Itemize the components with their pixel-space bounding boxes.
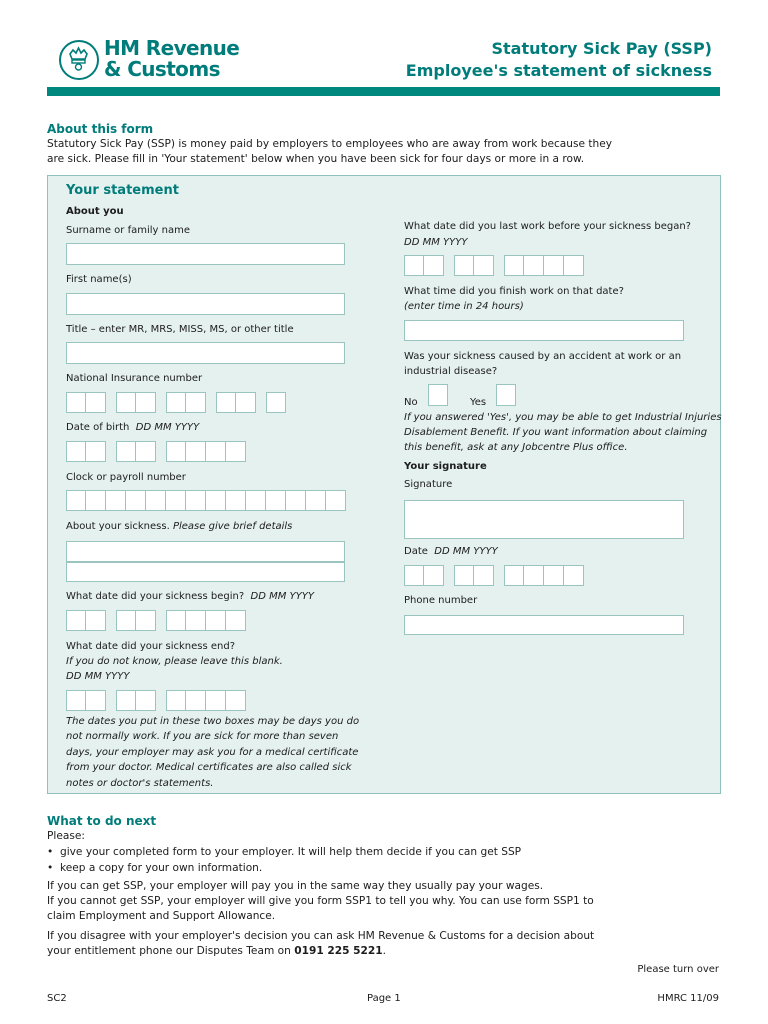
- header-rule: [47, 87, 720, 96]
- title-field[interactable]: [66, 342, 345, 364]
- surname-label: Surname or family name: [66, 225, 190, 236]
- next-para-2b: claim Employment and Support Allowance.: [47, 910, 276, 922]
- iib-note-2: Disablement Benefit. If you want information about claiming: [404, 427, 708, 438]
- finish-time-label: What time did you finish work on that date?: [404, 286, 624, 297]
- sickness-end-field[interactable]: [66, 690, 256, 711]
- phone-field[interactable]: [404, 615, 684, 635]
- dates-note-1: The dates you put in these two boxes may be days you do: [66, 716, 360, 727]
- ni-number-label: National Insurance number: [66, 373, 203, 384]
- next-please: Please:: [47, 830, 85, 842]
- sickness-end-format: DD MM YYYY: [66, 671, 130, 682]
- form-title: Statutory Sick Pay (SSP): [491, 39, 712, 58]
- dates-note-4: from your doctor. Medical certificates are also called sick: [66, 762, 352, 773]
- sickness-begin-hint: DD MM YYYY: [250, 591, 314, 602]
- signature-date-field[interactable]: [404, 565, 594, 586]
- dob-field[interactable]: [66, 441, 256, 462]
- page-number: Page 1: [367, 993, 401, 1004]
- dob-label: Date of birth DD MM YYYY: [66, 422, 200, 433]
- iib-note-3: this benefit, ask at any Jobcentre Plus office.: [404, 442, 628, 453]
- sickness-details-field-1[interactable]: [66, 541, 345, 562]
- finish-time-hint: (enter time in 24 hours): [404, 301, 524, 312]
- next-para-3b: your entitlement phone our Disputes Team on 0191 225 5221.: [47, 945, 387, 957]
- first-names-label: First name(s): [66, 274, 132, 285]
- last-work-date-field[interactable]: [404, 255, 594, 276]
- sickness-details-field-2[interactable]: [66, 562, 345, 582]
- accident-no-checkbox[interactable]: [428, 384, 448, 406]
- next-bullet-2: • keep a copy for your own information.: [47, 862, 263, 874]
- disputes-phone-number: 0191 225 5221: [294, 945, 383, 957]
- about-text-1: Statutory Sick Pay (SSP) is money paid by employers to employees who are away from work because they: [47, 138, 613, 150]
- about-text-2: are sick. Please fill in 'Your statement' below when you have been sick for four days or more in a row.: [47, 153, 585, 165]
- statement-heading: Your statement: [66, 183, 179, 198]
- sickness-details-label: About your sickness. Please give brief details: [66, 521, 293, 532]
- accident-yes-checkbox[interactable]: [496, 384, 516, 406]
- bullet-icon: •: [47, 846, 54, 858]
- sickness-begin-field[interactable]: [66, 610, 256, 631]
- accident-no-label: No: [404, 397, 418, 408]
- accident-yes-label: Yes: [470, 397, 487, 408]
- last-work-label: What date did you last work before your sickness began?: [404, 221, 691, 232]
- sickness-details-hint: Please give brief details: [172, 521, 293, 532]
- payroll-field[interactable]: [66, 490, 346, 511]
- iib-note-1: If you answered 'Yes', you may be able to get Industrial Injuries: [404, 412, 722, 423]
- finish-time-field[interactable]: [404, 320, 684, 341]
- dates-note-2: not normally work. If you are sick for more than seven: [66, 731, 339, 742]
- accident-label-2: industrial disease?: [404, 366, 498, 377]
- surname-field[interactable]: [66, 243, 345, 265]
- next-para-2a: If you cannot get SSP, your employer will give you form SSP1 to tell you why. You can use form SSP1 to: [47, 895, 594, 907]
- about-you-heading: About you: [66, 206, 124, 217]
- payroll-label: Clock or payroll number: [66, 472, 186, 483]
- logo-line-2: & Customs: [104, 57, 220, 81]
- dates-note-3: days, your employer may ask you for a medical certificate: [66, 747, 359, 758]
- form-subtitle: Employee's statement of sickness: [405, 61, 712, 80]
- about-heading: About this form: [47, 122, 154, 136]
- sickness-begin-label: What date did your sickness begin? DD MM YYYY: [66, 591, 314, 602]
- title-label: Title – enter MR, MRS, MISS, MS, or other title: [66, 324, 294, 335]
- signature-label: Signature: [404, 479, 453, 490]
- first-names-field[interactable]: [66, 293, 345, 315]
- sickness-end-label: What date did your sickness end?: [66, 641, 236, 652]
- bullet-icon: •: [47, 862, 54, 874]
- your-signature-heading: Your signature: [404, 461, 487, 472]
- accident-label-1: Was your sickness caused by an accident at work or an: [404, 351, 682, 362]
- ni-number-field[interactable]: [66, 392, 296, 413]
- signature-date-label: Date DD MM YYYY: [404, 546, 498, 557]
- signature-date-hint: DD MM YYYY: [434, 546, 498, 557]
- sickness-end-hint: If you do not know, please leave this blank.: [66, 656, 283, 667]
- next-para-1: If you can get SSP, your employer will pay you in the same way they usually pay your wages.: [47, 880, 544, 892]
- dates-note-5: notes or doctor's statements.: [66, 778, 214, 789]
- form-code: SC2: [47, 993, 67, 1004]
- next-heading: What to do next: [47, 814, 157, 828]
- dob-hint: DD MM YYYY: [135, 422, 200, 433]
- please-turn-over: Please turn over: [637, 964, 719, 975]
- last-work-hint: DD MM YYYY: [404, 237, 468, 248]
- logo-line-1: HM Revenue: [104, 36, 240, 60]
- phone-label: Phone number: [404, 595, 478, 606]
- form-version: HMRC 11/09: [657, 993, 719, 1004]
- next-bullet-1: • give your completed form to your employer. It will help them decide if you can get SSP: [47, 846, 522, 858]
- next-para-3a: If you disagree with your employer's decision you can ask HM Revenue & Customs for a decision about: [47, 930, 595, 942]
- signature-field[interactable]: [404, 500, 684, 539]
- royal-crest-icon: [59, 40, 99, 80]
